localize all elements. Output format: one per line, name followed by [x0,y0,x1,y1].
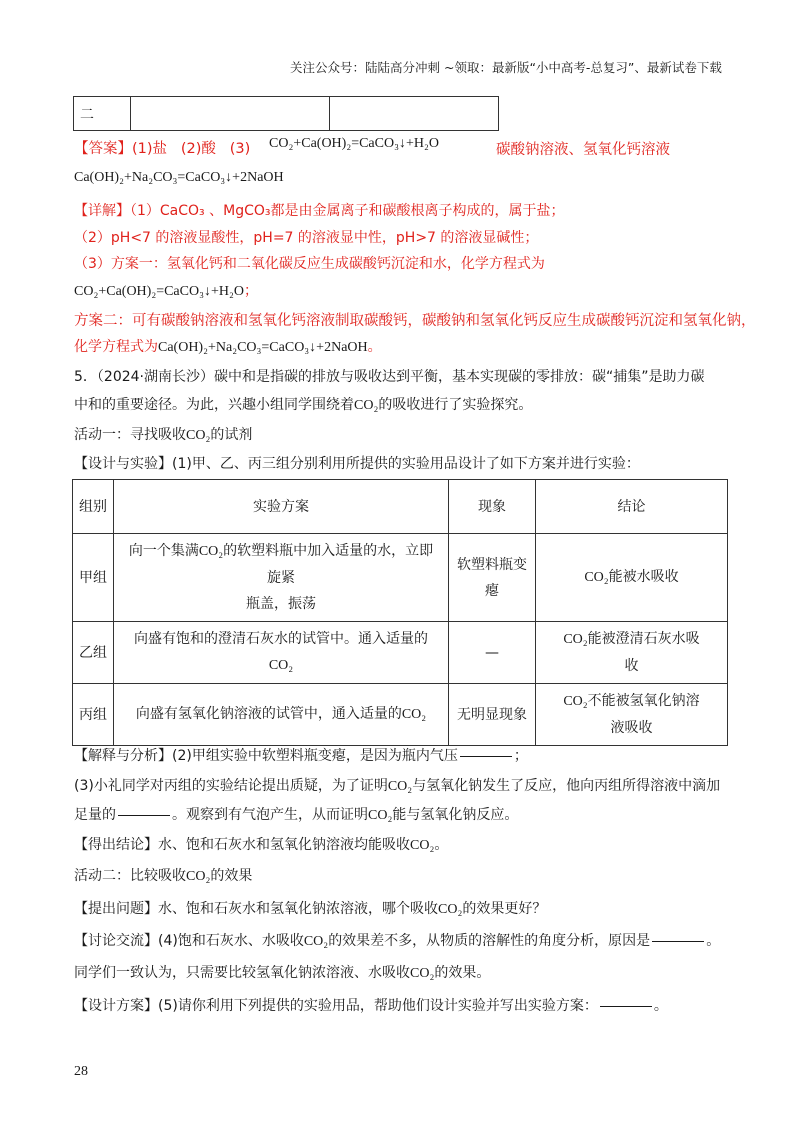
co2-formula: CO₂ [563,632,588,647]
previous-table-fragment [73,96,499,131]
analysis-text: 活动二：比较吸收 [74,868,186,884]
conclusion-line [74,834,448,854]
phenomenon-yi: — [449,622,536,684]
analysis-text: 【得出结论】水、饱和石灰水和氢氧化钠溶液均能吸收 [74,837,410,853]
answer-blank[interactable] [460,755,512,757]
analysis-text: (3)小礼同学对丙组的实验结论提出质疑，为了证明 [74,778,388,794]
detail-text-1: （1）CaCO₃ 、MgCO₃都是由金属离子和碳酸根离子构成的，属于盐； [130,203,565,219]
analysis-text: 。 [434,837,449,853]
header-phenomenon: 现象 [449,480,536,534]
group-jia: 甲组 [73,534,114,622]
row-label: 二 [74,97,131,131]
answer-reagents: 碳酸钠溶液、氢氧化钙溶液 [496,142,670,158]
co2-formula: CO₂ [387,779,413,794]
header-conclusion: 结论 [536,480,728,534]
group-bing: 丙组 [73,684,114,746]
co2-formula: CO₂ [410,966,435,981]
q5-intro-2a: 中和的重要途径。为此，兴趣小组同学围绕着 [74,397,354,413]
analysis-line-3 [74,804,518,824]
header-group: 组别 [73,480,114,534]
header-plan: 实验方案 [114,480,449,534]
detail-line-2: （2）pH<7 的溶液显酸性，pH=7 的溶液显中性，pH>7 的溶液显碱性； [74,230,539,246]
plan-text: 瓶盖，振荡 [246,596,316,612]
detail-eq5-end: 。 [367,339,382,355]
plan-line [74,995,668,1015]
q5-intro-line-1: 5．（2024·湖南长沙）碳中和是指碳的排放与吸收达到平衡，基本实现碳的零排放：碳“捕集”是助力碳 [74,369,705,385]
detail-eq5: Ca(OH)₂+Na₂CO₃=CaCO₃↓+2NaOH [158,340,368,355]
analysis-text: 能与氢氧化钠反应。 [392,807,519,823]
table-row [73,622,728,684]
analysis-text: 的效果差不多，从物质的溶解性的角度分析，原因是 [328,933,651,949]
analysis-text: 【解释与分析】(2)甲组实验中软塑料瓶变瘪，是因为瓶内气压 [74,748,458,764]
conclusion-text: 能被澄清石灰水吸 [587,631,700,647]
co2-formula: CO₂ [438,902,463,917]
answer-3: (3) [229,141,251,157]
co2-formula: CO₂ [186,869,211,884]
analysis-text: 足量的 [74,807,116,823]
q5-intro-2b: 的吸收进行了实验探究。 [378,397,533,413]
plan-text: 的软塑料瓶中加入适量的水，立即旋紧 [223,543,434,586]
answer-blank[interactable] [118,814,170,816]
answer-equation-2: Ca(OH)₂+Na₂CO₃=CaCO₃↓+2NaOH [74,170,284,185]
analysis-text: 。 [706,933,721,949]
detail-line-4: 方案二：可有碳酸钠溶液和氢氧化钙溶液制取碳酸钙，碳酸钠和氢氧化钙反应生成碳酸钙沉淀和氢氧化钠， [74,313,756,329]
group-yi: 乙组 [73,622,114,684]
co2-formula: CO₂ [186,428,211,443]
answer-tag: 【答案】 [74,141,132,157]
plan-text: 向盛有氢氧化钠溶液的试管中，通入适量的 [135,706,402,722]
page-number: 28 [74,1064,88,1079]
plan-text: 向一个集满 [128,543,199,559]
question-line [74,898,546,918]
conclusion-text: 不能被氢氧化钠溶 [587,693,700,709]
plan-jia [114,534,449,622]
analysis-text: 的效果。 [434,965,491,981]
phenomenon-jia: 软塑料瓶变瘪 [449,534,536,622]
detail-eq-end: ； [243,283,258,299]
activity-1-b: 的试剂 [210,427,253,443]
co2-formula: CO₂ [368,808,393,823]
co2-formula: CO₂ [410,838,435,853]
analysis-text: 。 [653,998,668,1014]
analysis-text: 同学们一致认为，只需要比较氢氧化钠浓溶液、水吸收 [74,965,410,981]
conclusion-jia [536,534,728,622]
experiment-table [72,479,728,746]
analysis-text: 【讨论交流】(4)饱和石灰水、水吸收 [74,933,304,949]
conclusion-bing [536,684,728,746]
plan-text: 向盛有饱和的澄清石灰水的试管中。通入适量的 [134,631,428,647]
analysis-text: 的效果 [210,868,253,884]
analysis-line-1 [74,745,528,765]
detail-line-5 [74,336,382,356]
detail-line-3: （3）方案一：氢氧化钙和二氧化碳反应生成碳酸钙沉淀和水，化学方程式为 [74,256,545,272]
analysis-text: 与氢氧化钠发生了反应，他向丙组所得溶液中滴加 [412,778,721,794]
conclusion-text: 能被水吸收 [608,569,679,585]
co2-formula: CO₂ [584,570,609,585]
analysis-text: 【提出问题】水、饱和石灰水和氢氧化钠浓溶液，哪个吸收 [74,901,438,917]
answer-blank[interactable] [652,940,704,942]
co2-formula: CO₂ [268,658,294,673]
co2-formula: CO₂ [198,544,224,559]
analysis-text: 【设计方案】(5)请你利用下列提供的实验用品，帮助他们设计实验并写出实验方案： [74,998,598,1014]
analysis-line-2 [74,775,720,795]
activity-2-title [74,865,252,885]
detail-line-1 [74,200,565,220]
analysis-text: ； [513,748,528,764]
design-experiment: 【设计与实验】(1)甲、乙、丙三组分别利用所提供的实验用品设计了如下方案并进行实验： [74,456,640,472]
activity-1-title [74,424,252,444]
answer-1: (1)盐 [132,141,168,157]
plan-yi [114,622,449,684]
conclusion-text: 液吸收 [610,720,653,736]
co2-formula: CO₂ [401,707,427,722]
phenomenon-bing: 无明显现象 [449,684,536,746]
conclusion-text: 收 [624,658,639,674]
co2-formula: CO₂ [563,694,588,709]
answer-blank[interactable] [600,1005,652,1007]
detail-text-5: 化学方程式为 [74,339,158,355]
plan-bing [114,684,449,746]
table-row [73,684,728,746]
answer-line [74,137,250,158]
co2-formula: CO₂ [354,398,379,413]
answer-2: (2)酸 [180,141,216,157]
agreement-line [74,962,490,982]
conclusion-yi [536,622,728,684]
empty-cell [131,97,330,131]
table-header-row [73,480,728,534]
activity-1-a: 活动一：寻找吸收 [74,427,186,443]
empty-cell [330,97,499,131]
analysis-text: 的效果更好？ [462,901,547,917]
detail-eq: CO₂+Ca(OH)₂=CaCO₃↓+H₂O [74,284,244,299]
table-row [73,534,728,622]
page-header: 关注公众号：陆陆高分冲刺 ~领取：最新版“小中高考-总复习”、最新试卷下载 [290,60,722,75]
answer-equation-1: CO₂+Ca(OH)₂=CaCO₃↓+H₂O [269,136,439,151]
detail-tag: 【详解】 [74,203,130,219]
co2-formula: CO₂ [303,934,329,949]
q5-intro-line-2 [74,394,532,414]
discussion-line [74,930,720,950]
analysis-text: 。观察到有气泡产生，从而证明 [172,807,368,823]
detail-equation [74,280,258,300]
